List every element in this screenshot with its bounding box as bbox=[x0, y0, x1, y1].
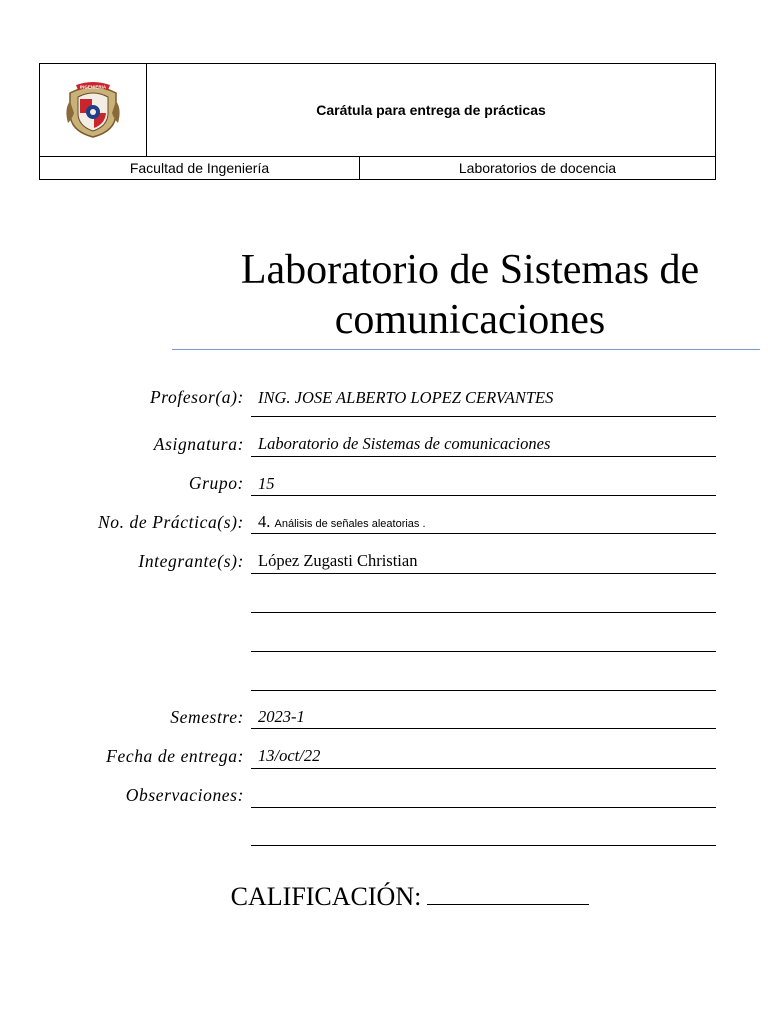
grupo-line bbox=[251, 495, 716, 496]
profesor-value: ING. JOSE ALBERTO LOPEZ CERVANTES bbox=[258, 388, 554, 407]
integrante-line-2 bbox=[251, 612, 716, 613]
main-title bbox=[172, 245, 768, 345]
logo-cell bbox=[40, 64, 147, 156]
grade-field bbox=[0, 882, 768, 912]
observaciones-line-1 bbox=[251, 807, 716, 808]
practica-title: Análisis de señales aleatorias . bbox=[274, 518, 426, 530]
ingenieria-logo bbox=[62, 79, 124, 141]
profesor-line bbox=[251, 416, 716, 417]
cover-title: Carátula para entrega de prácticas bbox=[316, 102, 546, 118]
asignatura-line bbox=[251, 456, 716, 457]
semestre-label: Semestre: bbox=[170, 707, 244, 727]
fecha-label: Fecha de entrega: bbox=[106, 746, 244, 766]
practica-number: 4. bbox=[258, 512, 271, 531]
integrante-line-4 bbox=[251, 690, 716, 691]
semestre-line bbox=[251, 728, 716, 729]
grupo-value: 15 bbox=[258, 474, 275, 493]
profesor-label: Profesor(a): bbox=[149, 387, 244, 407]
practica-line bbox=[251, 533, 716, 534]
grade-blank bbox=[427, 903, 589, 905]
practica-label: No. de Práctica(s): bbox=[97, 512, 244, 532]
main-title-line1: Laboratorio de Sistemas de bbox=[240, 247, 700, 293]
grupo-label: Grupo: bbox=[188, 473, 244, 493]
grade-label: CALIFICACIÓN: bbox=[230, 882, 422, 911]
integrante-line-3 bbox=[251, 651, 716, 652]
asignatura-value: Laboratorio de Sistemas de comunicaciones bbox=[258, 434, 551, 453]
semestre-value: 2023-1 bbox=[258, 707, 305, 726]
integrantes-label: Integrante(s): bbox=[138, 551, 244, 571]
svg-text:INGENIERIA: INGENIERIA bbox=[79, 84, 107, 90]
title-rule bbox=[172, 349, 760, 350]
header-subrow bbox=[40, 156, 715, 179]
fecha-line bbox=[251, 768, 716, 769]
observaciones-label: Observaciones: bbox=[125, 785, 244, 805]
asignatura-label: Asignatura: bbox=[153, 434, 244, 454]
main-title-line2: comunicaciones bbox=[334, 297, 606, 343]
cover-header-table bbox=[39, 63, 716, 180]
faculty-cell: Facultad de Ingeniería bbox=[40, 157, 360, 179]
integrante-value: López Zugasti Christian bbox=[258, 551, 418, 570]
observaciones-line-2 bbox=[251, 845, 716, 846]
practica-value bbox=[258, 512, 426, 532]
integrante-line-1 bbox=[251, 573, 716, 574]
labs-cell: Laboratorios de docencia bbox=[458, 160, 617, 176]
fecha-value: 13/oct/22 bbox=[258, 746, 321, 765]
